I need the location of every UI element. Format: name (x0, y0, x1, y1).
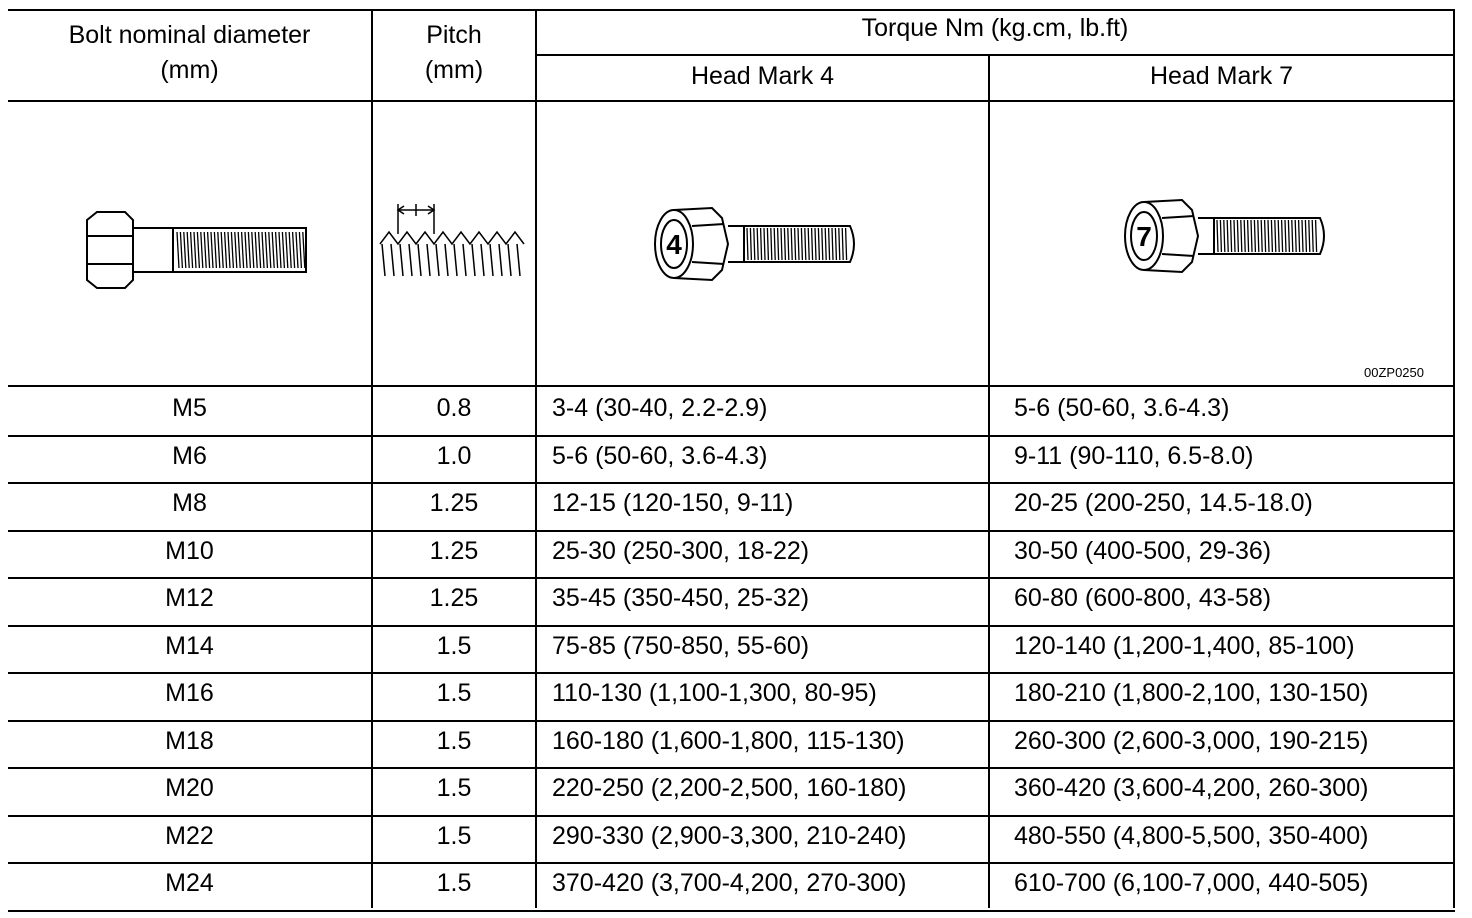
cell-pitch: 1.5 (436, 774, 472, 802)
cell-diameter: M8 (172, 489, 207, 517)
header-diameter-line1: Bolt nominal diameter (68, 21, 311, 49)
cell-head-mark-7: 9-11 (90-110, 6.5-8.0) (1014, 441, 1254, 470)
column-divider-3 (988, 54, 990, 908)
table-border-right (1453, 9, 1455, 908)
cell-pitch: 1.5 (436, 869, 472, 897)
row-divider (8, 767, 1455, 769)
row-divider (8, 577, 1455, 579)
row-divider (8, 910, 1455, 912)
row-divider (8, 862, 1455, 864)
table-border-top (8, 9, 1455, 11)
bolt-head-mark-7-icon (1122, 196, 1334, 276)
row-divider (8, 482, 1455, 484)
cell-head-mark-4: 75-85 (750-850, 55-60) (552, 631, 810, 660)
cell-diameter: M22 (165, 821, 214, 850)
cell-diameter: M20 (165, 774, 214, 802)
cell-diameter: M10 (165, 536, 214, 565)
cell-pitch: 0.8 (436, 394, 472, 422)
cell-head-mark-7: 5-6 (50-60, 3.6-4.3) (1014, 394, 1230, 422)
cell-pitch: 1.5 (436, 821, 472, 850)
cell-head-mark-7: 610-700 (6,100-7,000, 440-505) (1014, 869, 1369, 897)
header-pitch-line1: Pitch (426, 21, 482, 49)
cell-pitch: 1.5 (436, 631, 472, 660)
bolt-head-mark-4-icon (652, 204, 864, 284)
cell-head-mark-4: 12-15 (120-150, 9-11) (552, 489, 794, 517)
cell-diameter: M16 (165, 679, 214, 707)
row-divider (8, 720, 1455, 722)
header-head-mark-7: Head Mark 7 (1149, 62, 1294, 90)
cell-head-mark-4: 5-6 (50-60, 3.6-4.3) (552, 441, 768, 470)
header-head-mark-4: Head Mark 4 (690, 62, 835, 90)
cell-head-mark-7: 20-25 (200-250, 14.5-18.0) (1014, 489, 1313, 517)
cell-head-mark-4: 370-420 (3,700-4,200, 270-300) (552, 869, 907, 897)
thread-pitch-icon (378, 204, 530, 280)
cell-head-mark-7: 30-50 (400-500, 29-36) (1014, 536, 1272, 565)
cell-diameter: M12 (165, 584, 214, 612)
cell-diameter: M24 (165, 869, 214, 897)
cell-head-mark-4: 160-180 (1,600-1,800, 115-130) (552, 726, 905, 755)
row-divider (8, 815, 1455, 817)
hex-bolt-side-icon (85, 210, 310, 290)
cell-pitch: 1.5 (436, 726, 472, 755)
cell-head-mark-4: 35-45 (350-450, 25-32) (552, 584, 810, 612)
cell-diameter: M18 (165, 726, 214, 755)
cell-pitch: 1.0 (436, 441, 472, 470)
row-divider (8, 530, 1455, 532)
cell-head-mark-7: 120-140 (1,200-1,400, 85-100) (1014, 631, 1355, 660)
cell-head-mark-7: 260-300 (2,600-3,000, 190-215) (1014, 726, 1369, 755)
cell-head-mark-4: 220-250 (2,200-2,500, 160-180) (552, 774, 907, 802)
cell-head-mark-7: 180-210 (1,800-2,100, 130-150) (1014, 679, 1369, 707)
figure-code: 00ZP0250 (1364, 365, 1424, 380)
header-bottom-rule (8, 100, 1455, 102)
header-pitch-line2: (mm) (424, 56, 484, 84)
cell-head-mark-4: 25-30 (250-300, 18-22) (552, 536, 810, 565)
cell-head-mark-7: 60-80 (600-800, 43-58) (1014, 584, 1272, 612)
header-diameter-line2: (mm) (160, 56, 219, 84)
row-divider (8, 435, 1455, 437)
cell-pitch: 1.25 (429, 584, 479, 612)
cell-head-mark-4: 3-4 (30-40, 2.2-2.9) (552, 394, 768, 422)
row-divider (8, 625, 1455, 627)
cell-pitch: 1.5 (436, 679, 472, 707)
header-torque: Torque Nm (kg.cm, lb.ft) (861, 14, 1129, 42)
cell-head-mark-7: 360-420 (3,600-4,200, 260-300) (1014, 774, 1369, 802)
cell-head-mark-4: 110-130 (1,100-1,300, 80-95) (552, 679, 877, 707)
head-mark-4-numeral: 4 (666, 229, 682, 260)
figure-row-bottom-rule (8, 385, 1455, 387)
cell-diameter: M6 (172, 441, 207, 470)
cell-head-mark-7: 480-550 (4,800-5,500, 350-400) (1014, 821, 1369, 850)
cell-diameter: M5 (172, 394, 207, 422)
head-mark-7-numeral: 7 (1136, 221, 1152, 252)
cell-diameter: M14 (165, 631, 214, 660)
torque-header-divider (536, 54, 1455, 56)
cell-pitch: 1.25 (429, 536, 479, 565)
row-divider (8, 672, 1455, 674)
column-divider-2 (535, 9, 537, 908)
cell-head-mark-4: 290-330 (2,900-3,300, 210-240) (552, 821, 907, 850)
cell-pitch: 1.25 (429, 489, 479, 517)
